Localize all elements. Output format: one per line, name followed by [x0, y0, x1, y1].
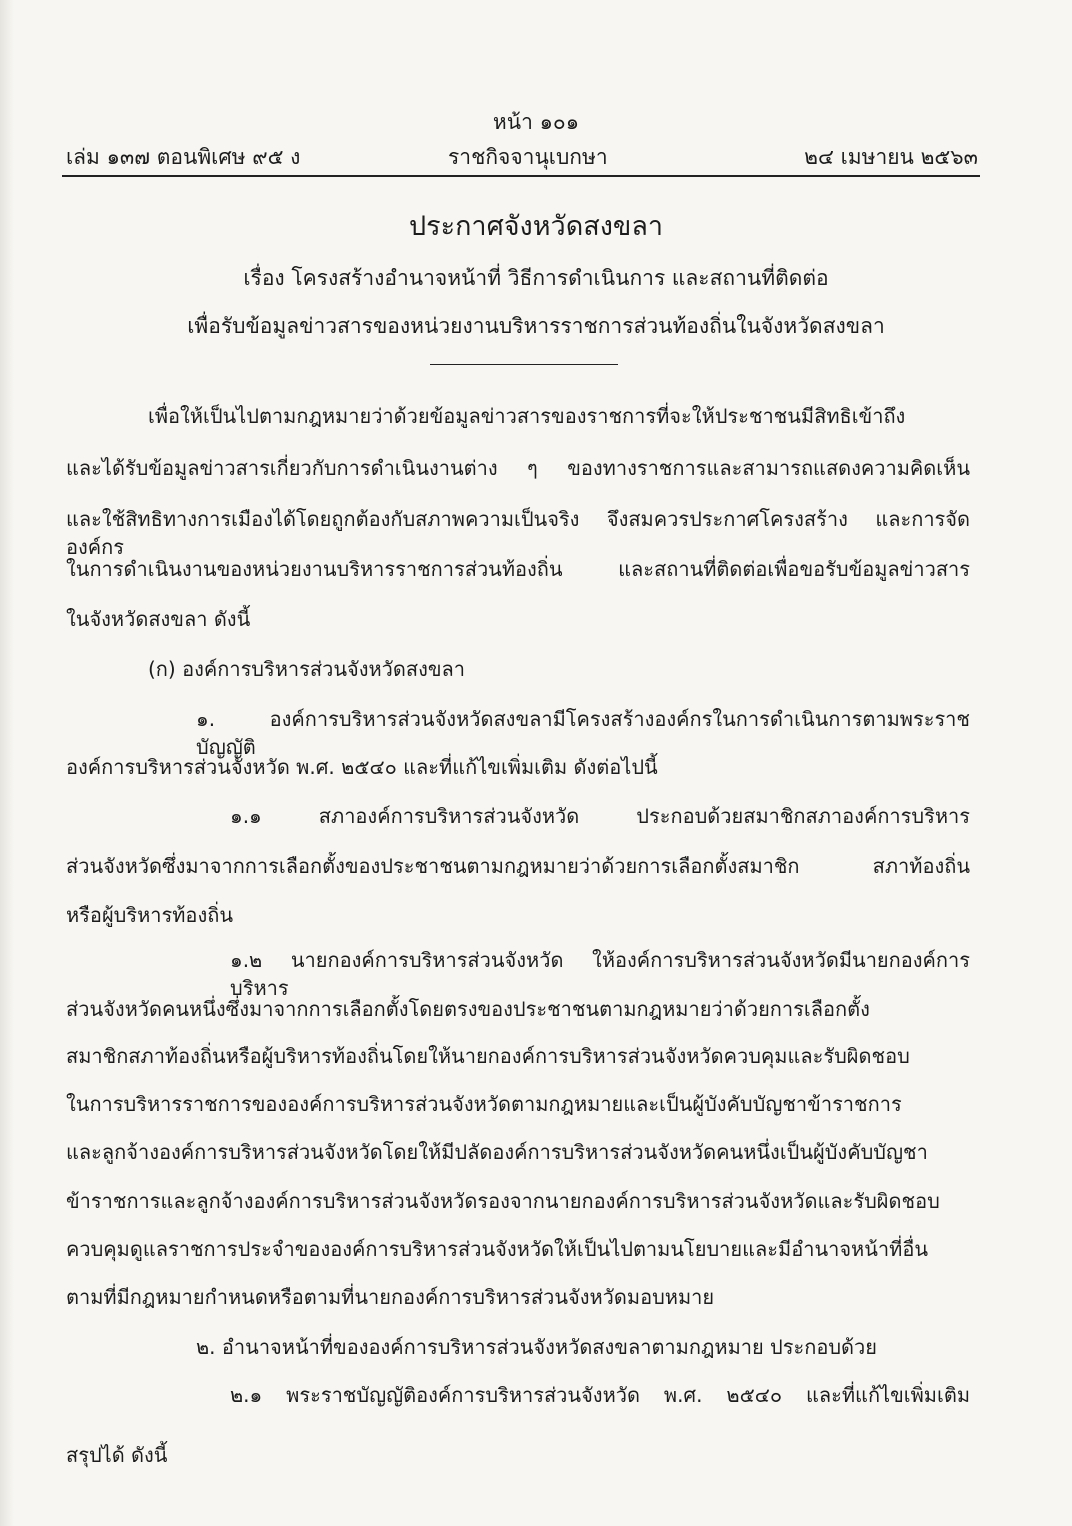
body-line: ตามที่มีกฎหมายกำหนดหรือตามที่นายกองค์การบริหารส่วนจังหวัดมอบหมาย: [66, 1285, 715, 1309]
subject-line-2: เพื่อรับข้อมูลข่าวสารของหน่วยงานบริหารราชการส่วนท้องถิ่นในจังหวัดสงขลา: [187, 314, 885, 338]
body-line: ในการบริหารราชการขององค์การบริหารส่วนจังหวัดตามกฎหมายและเป็นผู้บังคับบัญชาข้าราชการ: [66, 1092, 902, 1116]
body-line: ในการดำเนินงานของหน่วยงานบริหารราชการส่วนท้องถิ่น และสถานที่ติดต่อเพื่อขอรับข้อมูลข่าวสาร: [66, 557, 970, 581]
gazette-header: [66, 141, 978, 171]
body-line: ๑.๑ สภาองค์การบริหารส่วนจังหวัด ประกอบด้วยสมาชิกสภาองค์การบริหาร: [230, 804, 970, 828]
body-line: หรือผู้บริหารท้องถิ่น: [66, 903, 233, 927]
section-heading: (ก) องค์การบริหารส่วนจังหวัดสงขลา: [148, 657, 466, 681]
body-line: และลูกจ้างองค์การบริหารส่วนจังหวัดโดยให้มีปลัดองค์การบริหารส่วนจังหวัดคนหนึ่งเป็นผู้บังคับบัญชา: [66, 1140, 928, 1164]
title-divider: [430, 364, 618, 365]
body-line: และได้รับข้อมูลข่าวสารเกี่ยวกับการดำเนินงานต่าง ๆ ของทางราชการและสามารถแสดงความคิดเห็น: [66, 456, 970, 480]
body-line: ควบคุมดูแลราชการประจำขององค์การบริหารส่วนจังหวัดให้เป็นไปตามนโยบายและมีอำนาจหน้าที่อื่น: [66, 1237, 929, 1261]
header-divider: [62, 175, 980, 177]
body-line: สรุปได้ ดังนี้: [66, 1443, 168, 1467]
body-line: ๒. อำนาจหน้าที่ขององค์การบริหารส่วนจังหวัดสงขลาตามกฎหมาย ประกอบด้วย: [196, 1335, 877, 1359]
subject-line-1: เรื่อง โครงสร้างอำนาจหน้าที่ วิธีการดำเนินการ และสถานที่ติดต่อ: [243, 266, 829, 290]
body-line: ๑.๒ นายกองค์การบริหารส่วนจังหวัด ให้องค์การบริหารส่วนจังหวัดมีนายกองค์การบริหาร: [230, 948, 970, 1000]
body-line: และใช้สิทธิทางการเมืองได้โดยถูกต้องกับสภาพความเป็นจริง จึงสมควรประกาศโครงสร้าง และการจัดองค์กร: [66, 507, 970, 559]
body-line: เพื่อให้เป็นไปตามกฎหมายว่าด้วยข้อมูลข่าวสารของราชการที่จะให้ประชาชนมีสิทธิเข้าถึง: [148, 404, 906, 428]
body-line: องค์การบริหารส่วนจังหวัด พ.ศ. ๒๕๔๐ และที่แก้ไขเพิ่มเติม ดังต่อไปนี้: [66, 755, 658, 779]
volume-info: เล่ม ๑๓๗ ตอนพิเศษ ๙๕ ง: [66, 145, 301, 169]
body-line: ข้าราชการและลูกจ้างองค์การบริหารส่วนจังหวัดรองจากนายกองค์การบริหารส่วนจังหวัดและรับผิดชอบ: [66, 1189, 940, 1213]
publication-name: ราชกิจจานุเบกษา: [448, 145, 608, 169]
publication-date: ๒๔ เมษายน ๒๕๖๓: [804, 145, 978, 169]
body-line: ๒.๑ พระราชบัญญัติองค์การบริหารส่วนจังหวัด พ.ศ. ๒๕๔๐ และที่แก้ไขเพิ่มเติม: [230, 1383, 970, 1407]
page-number: หน้า ๑๐๑: [492, 110, 580, 134]
body-line: ส่วนจังหวัดซึ่งมาจากการเลือกตั้งของประชาชนตามกฎหมายว่าด้วยการเลือกตั้งสมาชิก สภาท้องถิ่น: [66, 854, 970, 878]
body-line: ๑. องค์การบริหารส่วนจังหวัดสงขลามีโครงสร้างองค์กรในการดำเนินการตามพระราชบัญญัติ: [196, 707, 970, 759]
document-title: ประกาศจังหวัดสงขลา: [408, 211, 664, 242]
body-line: ในจังหวัดสงขลา ดังนี้: [66, 607, 251, 631]
body-line: ส่วนจังหวัดคนหนึ่งซึ่งมาจากการเลือกตั้งโดยตรงของประชาชนตามกฎหมายว่าด้วยการเลือกตั้ง: [66, 997, 870, 1021]
body-line: สมาชิกสภาท้องถิ่นหรือผู้บริหารท้องถิ่นโดยให้นายกองค์การบริหารส่วนจังหวัดควบคุมและรับผิดชอบ: [66, 1044, 910, 1068]
